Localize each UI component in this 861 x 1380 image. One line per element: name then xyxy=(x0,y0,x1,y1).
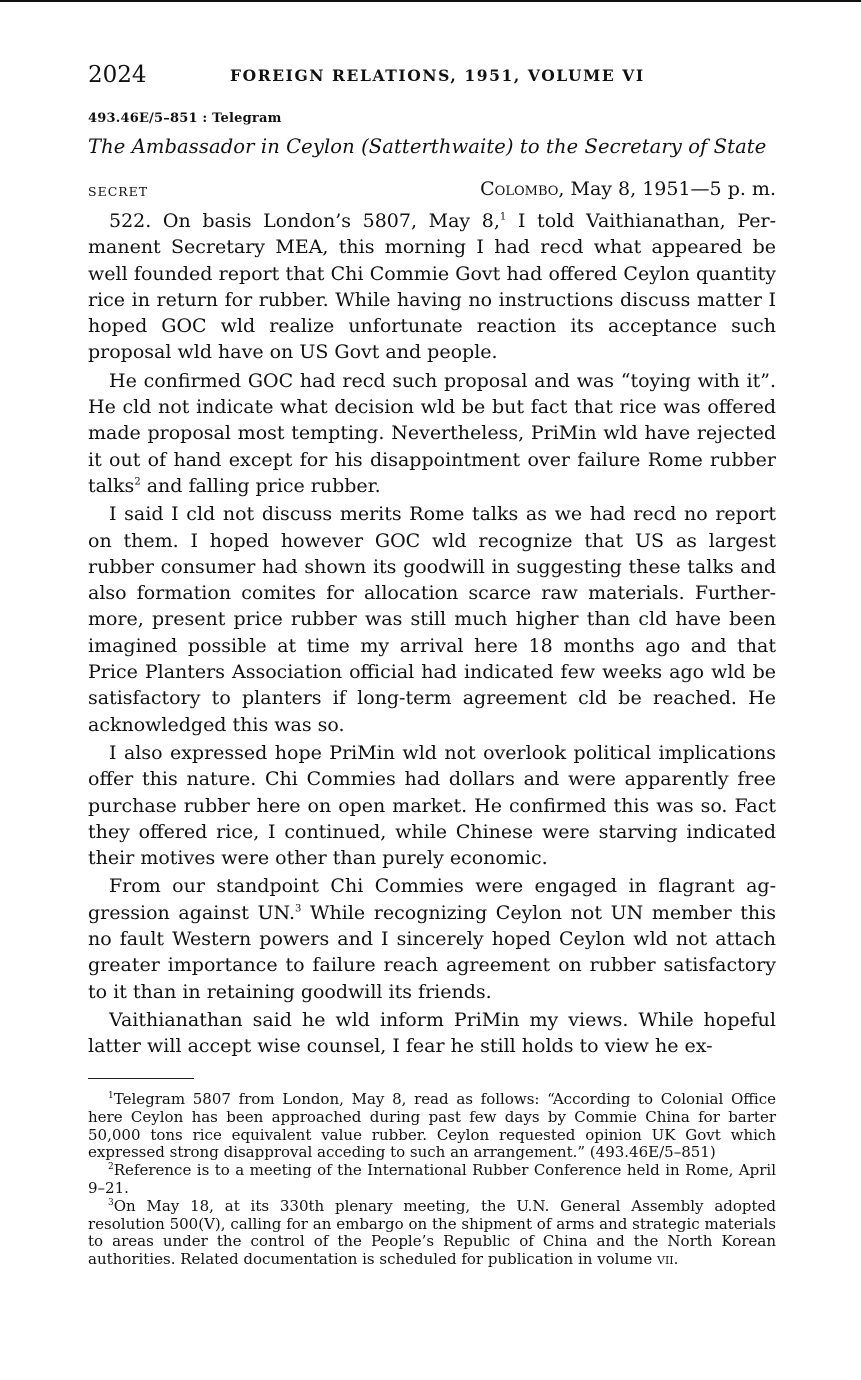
footnote-ref-1: 1 xyxy=(499,211,507,223)
paragraph-1 xyxy=(88,208,776,366)
footnote-1-mark: 1 xyxy=(108,1091,114,1101)
dateline xyxy=(88,178,776,208)
page-number: 2024 xyxy=(88,62,147,88)
paragraph-2-text-a: He confirmed GOC had recd such proposal and was “toying with it”. He cld not indicate what decision wld be but fact that rice was offered made proposal most tempting. Nevertheless, PriMin wld have rejected it out of hand except for his disappointment over failure Rome rubber talks xyxy=(88,369,776,497)
date-time: May 8, 1951—5 p. m. xyxy=(570,178,776,200)
footnote-2 xyxy=(88,1162,776,1198)
place-date xyxy=(480,178,776,200)
footnote-ref-2: 2 xyxy=(134,476,141,488)
paragraph-3: I said I cld not discuss merits Rome talks as we had recd no report on them. I hoped however GOC wld recognize that US as largest rubber consumer had shown its goodwill in suggesting these talks and also formation comites for allocation scarce raw materials. Furthermore, present price rubber was still much higher than cld have been imagined possible at time my arrival here 18 months ago and that Price Planters Association official had indicated few weeks ago wld be satisfactory to planters if long-term agreement cld be reached. He acknowledged this was so. xyxy=(88,503,776,736)
file-reference: 493.46E/5–851 : Telegram xyxy=(88,111,282,126)
place-name: Colombo, xyxy=(480,178,565,200)
footnote-3 xyxy=(88,1198,776,1269)
paragraph-1-text-a: 522. On basis London’s 5807, May 8, xyxy=(109,210,500,232)
paragraph-4: I also expressed hope PriMin wld not overlook political implications offer this nature. Chi Commies had dollars and were apparently free purchase rubber here on open market. He confirmed this was so. Fact they offered rice, I continued, while Chinese were starving indicated their motives were other than purely economic. xyxy=(88,741,776,870)
footnote-ref-3: 3 xyxy=(294,903,302,915)
footnote-2-mark: 2 xyxy=(108,1162,114,1173)
paragraph-5-text-a: From our standpoint Chi Commies were engaged in flagrant aggression against UN. xyxy=(88,875,776,924)
footnote-3-text: On May 18, at its 330th plenary meeting, the U.N. General Assembly adopted resolution 500(V), calling for an embargo on the shipment of arms and strategic materials to areas under the control of the People’s Republic of China and the North Korean authorities. Related documentation is scheduled for publication in volume xyxy=(88,1196,776,1269)
telegram-body xyxy=(88,208,776,1060)
footnote-1-text: Telegram 5807 from London, May 8, read as follows: “According to Colonial Office here Ceylon has been approached during past few days by Commie China for barter 50,000 tons rice equivalent value rubber. Ceylon requested opinion UK Govt which expressed strong disapproval acceding to such an arrangement.” (493.46E/5–851) xyxy=(88,1090,776,1162)
paragraph-5 xyxy=(88,873,776,1004)
paragraph-1-text-b: I told Vaithianathan, Permanent Secretary MEA, this morning I had recd what appeared be well founded report that Chi Commie Govt had offered Ceylon quantity rice in return for rubber. While having no instructions discuss matter I hoped GOC wld realize unfortunate reaction its acceptance such proposal wld have on US Govt and people. xyxy=(88,210,777,364)
footnote-1 xyxy=(88,1091,776,1162)
running-head xyxy=(88,58,776,98)
footnote-3-end: . xyxy=(673,1250,679,1269)
footnotes xyxy=(88,1091,776,1269)
classification-label: SECRET xyxy=(88,184,149,199)
document-title: The Ambassador in Ceylon (Satterthwaite) to the Secretary of State xyxy=(88,135,767,158)
footnote-3-volume: vii xyxy=(657,1250,674,1269)
footnote-divider xyxy=(88,1078,194,1080)
paragraph-5-text-b: While recognizing Ceylon not UN member this no fault Western powers and I sincerely hoped Ceylon wld not attach greater importance to failure reach agreement on rubber satisfactory to it than in retaining goodwill its friends. xyxy=(88,901,776,1003)
paragraph-2 xyxy=(88,368,776,499)
document-page xyxy=(88,58,776,1269)
footnote-2-text: Reference is to a meeting of the International Rubber Conference held in Rome, April 9–21. xyxy=(88,1161,776,1197)
paragraph-2-text-b: and falling price rubber. xyxy=(140,474,381,497)
paragraph-6: Vaithianathan said he wld inform PriMin my views. While hopeful latter will accept wise counsel, I fear he still holds to view he ex- xyxy=(88,1008,776,1058)
footnote-3-mark: 3 xyxy=(108,1197,114,1208)
running-title: FOREIGN RELATIONS, 1951, VOLUME VI xyxy=(230,66,645,85)
top-border-line xyxy=(0,0,861,2)
